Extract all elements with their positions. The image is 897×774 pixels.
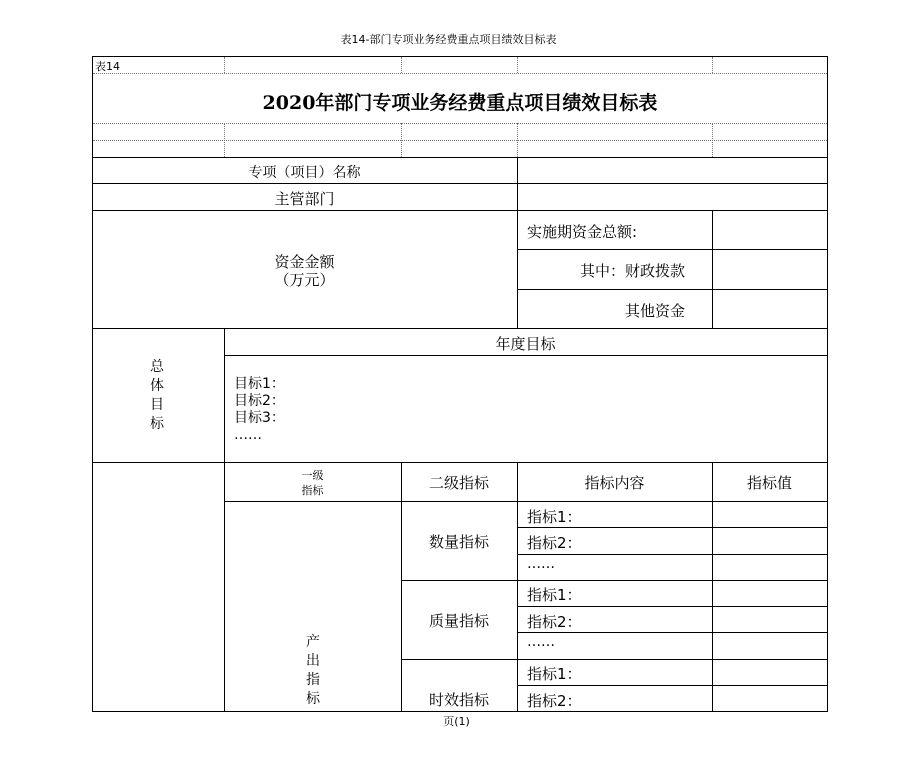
quality-item-2[interactable]: 指标2：: [527, 613, 582, 631]
col-level1-header-2: 指标: [301, 484, 324, 497]
gridline: [224, 123, 225, 157]
goal-item: 目标2：: [234, 393, 285, 409]
table-border: [92, 56, 93, 712]
quality-item-more[interactable]: ……: [527, 634, 555, 650]
quantity-item-2[interactable]: 指标2：: [527, 534, 582, 552]
col-content-header: 指标内容: [584, 474, 645, 492]
quantity-item-more[interactable]: ……: [527, 556, 555, 572]
fund-fiscal-label: 其中：财政拨款: [579, 262, 685, 280]
gridline: [517, 123, 518, 157]
gridline: [401, 57, 402, 73]
table-border: [401, 659, 828, 660]
table-border: [517, 685, 828, 686]
table-border: [224, 501, 828, 502]
gridline: [93, 73, 827, 74]
table-border: [92, 56, 828, 57]
sheet-tag: 表14: [95, 60, 120, 73]
gridline: [224, 57, 225, 73]
gridline: [93, 123, 827, 124]
fund-other-label: 其他资金: [624, 302, 685, 320]
table-border: [92, 210, 828, 211]
quantity-indicator-label: 数量指标: [428, 533, 489, 551]
page-footer: 页(1): [443, 715, 470, 728]
table-border: [401, 462, 402, 711]
annual-goal-label: 年度目标: [495, 335, 556, 353]
gridline: [712, 123, 713, 157]
gridline: [517, 57, 518, 73]
gridline: [93, 140, 827, 141]
gridline: [401, 123, 402, 157]
col-value-header: 指标值: [746, 474, 792, 492]
table-border: [224, 328, 225, 711]
goal-list[interactable]: [234, 376, 285, 444]
table-border: [517, 554, 828, 555]
fund-amount-label: 资金金额: [274, 253, 335, 271]
dept-label: 主管部门: [274, 190, 335, 208]
output-indicator-label: 产出指标: [306, 634, 320, 707]
quality-indicator-label: 质量指标: [428, 612, 489, 630]
fund-total-label: 实施期资金总额:: [527, 223, 638, 241]
goal-item: 目标1：: [234, 376, 285, 392]
table-border: [517, 606, 828, 607]
table-border: [92, 462, 828, 463]
table-border: [92, 711, 828, 712]
table-border: [92, 183, 828, 184]
quantity-item-1[interactable]: 指标1：: [527, 508, 582, 526]
page-header: 表14-部门专项业务经费重点项目绩效目标表: [340, 33, 557, 46]
timeliness-item-2[interactable]: 指标2：: [527, 692, 582, 710]
overall-goal-label: 总体目标: [150, 359, 164, 432]
table-border: [517, 249, 828, 250]
timeliness-item-1[interactable]: 指标1：: [527, 665, 582, 683]
goal-item: ……: [234, 427, 262, 443]
table-border: [517, 632, 828, 633]
table-border: [92, 157, 828, 158]
sheet-title: 2020年部门专项业务经费重点项目绩效目标表: [262, 92, 658, 114]
table-border: [92, 328, 828, 329]
table-border: [827, 56, 828, 712]
table-border: [401, 580, 828, 581]
table-border: [517, 462, 518, 711]
project-name-label: 专项（项目）名称: [248, 165, 361, 181]
table-border: [224, 355, 828, 356]
col-level1-header: 一级: [301, 469, 324, 482]
table-border: [712, 210, 713, 328]
table-border: [517, 289, 828, 290]
table-border: [517, 527, 828, 528]
gridline: [712, 57, 713, 73]
table-border: [712, 462, 713, 711]
col-level2-header: 二级指标: [428, 474, 489, 492]
timeliness-indicator-label: 时效指标: [428, 691, 489, 709]
quality-item-1[interactable]: 指标1：: [527, 586, 582, 604]
fund-unit-label: （万元）: [274, 271, 335, 289]
goal-item: 目标3：: [234, 410, 285, 426]
